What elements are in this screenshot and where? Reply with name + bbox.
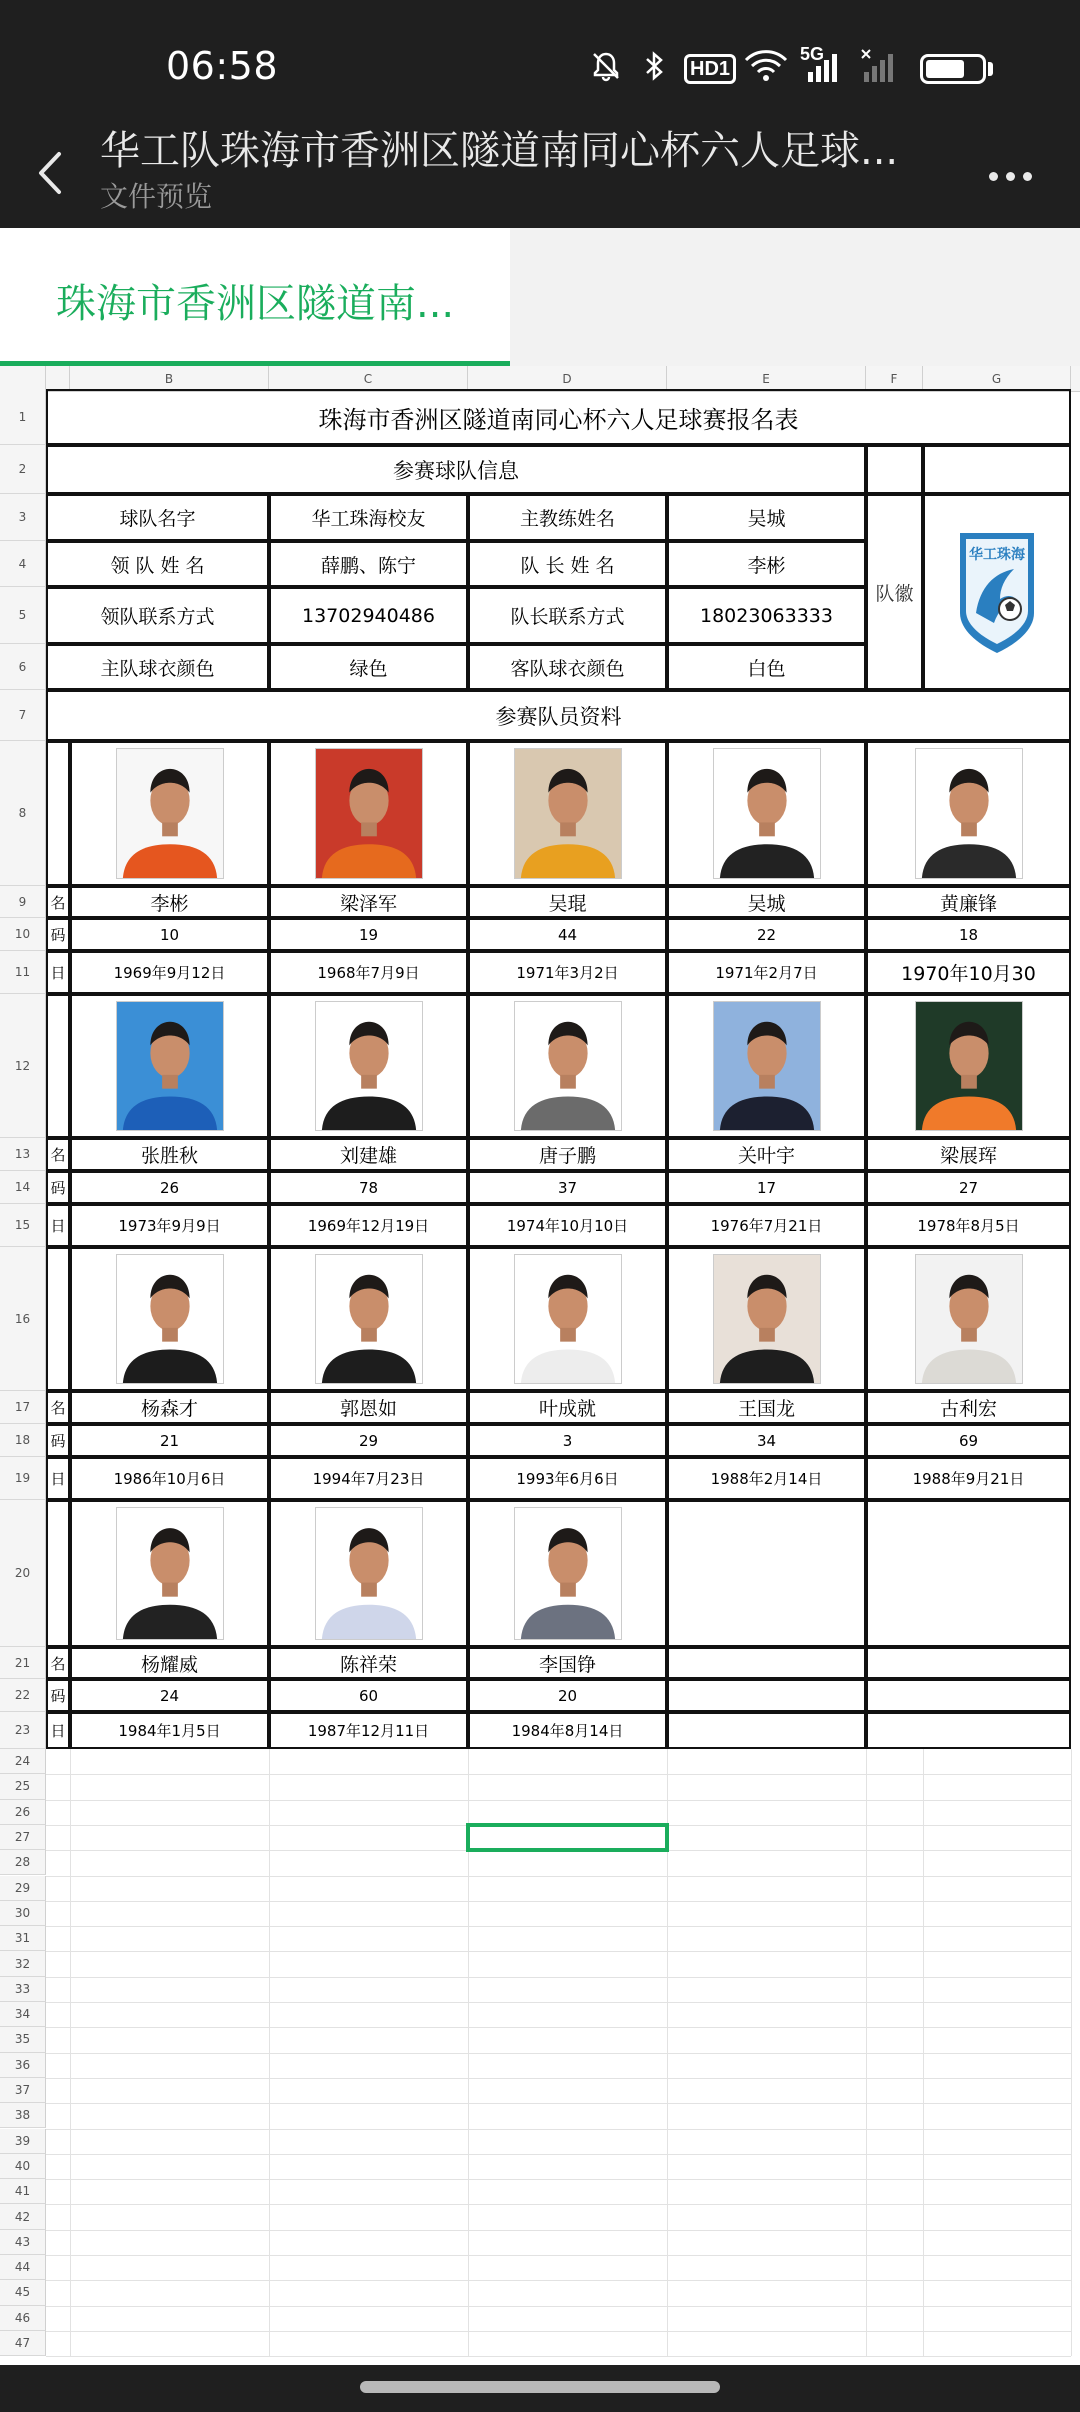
grid-line	[46, 1876, 1071, 1877]
player-birthdate[interactable]: 1988年9月21日	[866, 1457, 1071, 1500]
status-time: 06:58	[166, 44, 279, 88]
player-number[interactable]: 29	[269, 1424, 468, 1457]
birthdate-row-label[interactable]: 日	[46, 1712, 70, 1749]
row-header-39[interactable]: 39	[0, 2129, 46, 2154]
row-header-4[interactable]: 4	[0, 541, 46, 587]
player-portrait	[916, 1255, 1022, 1383]
player-number[interactable]: 20	[468, 1679, 667, 1712]
row-header-26[interactable]: 26	[0, 1800, 46, 1825]
player-photo	[915, 1254, 1023, 1384]
player-name[interactable]: 杨耀威	[70, 1647, 269, 1679]
signal-icon	[806, 48, 846, 84]
grid-column-line	[866, 1749, 867, 2356]
gesture-bar	[0, 2365, 1080, 2412]
grid-column-line	[269, 1749, 270, 2356]
row-header-31[interactable]: 31	[0, 1926, 46, 1951]
sheet-tab-label: 珠海市香洲区隧道南...	[56, 281, 455, 327]
captain-contact-value[interactable]: 18023063333	[667, 587, 866, 644]
name-row-label[interactable]: 名	[46, 1391, 70, 1424]
grid-line	[46, 1800, 1071, 1801]
team-badge-label[interactable]: 队徽	[866, 494, 923, 690]
captain-label[interactable]: 队 长 姓 名	[468, 541, 667, 587]
team-badge-cell[interactable]	[923, 494, 1071, 690]
row-header-41[interactable]: 41	[0, 2179, 46, 2204]
player-portrait	[316, 749, 422, 878]
number-row-label[interactable]: 码	[46, 1424, 70, 1457]
player-photo	[514, 1254, 622, 1384]
player-portrait	[117, 1255, 223, 1383]
name-row-label[interactable]: 名	[46, 1138, 70, 1171]
player-birthdate[interactable]: 1968年7月9日	[269, 951, 468, 994]
player-portrait	[117, 1002, 223, 1130]
player-photo-cell[interactable]	[269, 1247, 468, 1391]
player-number[interactable]: 21	[70, 1424, 269, 1457]
photo-row-label[interactable]	[46, 1500, 70, 1647]
player-number[interactable]: 3	[468, 1424, 667, 1457]
player-name[interactable]: 杨森才	[70, 1391, 269, 1424]
column-header-c[interactable]: C	[269, 366, 468, 392]
team-badge-logo	[952, 527, 1042, 657]
player-photo	[116, 1507, 224, 1640]
hd-voice-icon: HD1	[684, 54, 736, 84]
player-photo-cell[interactable]	[866, 994, 1071, 1138]
column-header-e[interactable]: E	[667, 366, 866, 392]
player-name[interactable]: 吴琨	[468, 886, 667, 918]
player-birthdate[interactable]: 1971年3月2日	[468, 951, 667, 994]
row-header-11[interactable]: 11	[0, 951, 46, 994]
player-portrait	[316, 1002, 422, 1130]
player-name[interactable]: 吴城	[667, 886, 866, 918]
grid-line	[46, 2027, 1071, 2028]
row-header-25[interactable]: 25	[0, 1774, 46, 1799]
photo-row-label[interactable]	[46, 741, 70, 886]
player-photo-cell[interactable]	[70, 994, 269, 1138]
app-bar	[0, 120, 1080, 228]
player-photo-cell[interactable]	[468, 994, 667, 1138]
row-header-29[interactable]: 29	[0, 1876, 46, 1901]
player-photo-cell[interactable]	[866, 1247, 1071, 1391]
row-header-5[interactable]: 5	[0, 587, 46, 644]
row-header-8[interactable]: 8	[0, 741, 46, 886]
player-birthdate[interactable]: 1976年7月21日	[667, 1204, 866, 1247]
grid-line	[46, 2280, 1071, 2281]
number-row-label[interactable]: 码	[46, 1171, 70, 1204]
row-header-45[interactable]: 45	[0, 2280, 46, 2305]
grid-line	[46, 2204, 1071, 2205]
grid-line	[46, 1951, 1071, 1952]
grid-line	[46, 2002, 1071, 2003]
player-photo-cell[interactable]	[667, 994, 866, 1138]
player-birthdate[interactable]: 1978年8月5日	[866, 1204, 1071, 1247]
row-header-38[interactable]: 38	[0, 2103, 46, 2128]
player-portrait	[916, 1002, 1022, 1130]
grid-line	[46, 2078, 1071, 2079]
player-photo	[315, 748, 423, 879]
player-portrait	[515, 1255, 621, 1383]
player-number[interactable]: 27	[866, 1171, 1071, 1204]
player-birthdate[interactable]: 1993年6月6日	[468, 1457, 667, 1500]
player-birthdate[interactable]: 1973年9月9日	[70, 1204, 269, 1247]
photo-row-label[interactable]	[46, 994, 70, 1138]
column-header-f[interactable]: F	[866, 366, 923, 392]
svg-text:华工珠海: 华工珠海	[969, 547, 1025, 563]
row-header-28[interactable]: 28	[0, 1850, 46, 1875]
empty-cell[interactable]	[866, 1712, 1071, 1749]
player-photo	[915, 1001, 1023, 1131]
row-header-2[interactable]: 2	[0, 445, 46, 494]
player-name[interactable]: 叶成就	[468, 1391, 667, 1424]
player-name[interactable]: 梁泽军	[269, 886, 468, 918]
grid-line	[46, 1926, 1071, 1927]
player-number[interactable]: 44	[468, 918, 667, 951]
form-title[interactable]: 珠海市香洲区隧道南同心杯六人足球赛报名表	[46, 389, 1071, 445]
row-header-19[interactable]: 19	[0, 1457, 46, 1500]
player-photo-cell[interactable]	[468, 1500, 667, 1647]
player-photo-cell[interactable]	[667, 1247, 866, 1391]
column-header-b[interactable]: B	[70, 366, 269, 392]
player-number[interactable]: 17	[667, 1171, 866, 1204]
empty-cell[interactable]	[923, 445, 1071, 494]
player-portrait	[714, 1002, 820, 1130]
row-header-46[interactable]: 46	[0, 2306, 46, 2331]
player-portrait	[316, 1255, 422, 1383]
player-name[interactable]: 唐子鹏	[468, 1138, 667, 1171]
player-name[interactable]: 梁展珲	[866, 1138, 1071, 1171]
row-header-18[interactable]: 18	[0, 1424, 46, 1457]
captain-contact-label[interactable]: 队长联系方式	[468, 587, 667, 644]
row-header-9[interactable]: 9	[0, 886, 46, 918]
player-number[interactable]: 69	[866, 1424, 1071, 1457]
grid-line	[46, 2053, 1071, 2054]
row-header-12[interactable]: 12	[0, 994, 46, 1138]
empty-cell[interactable]	[866, 1647, 1071, 1679]
player-photo	[116, 1001, 224, 1131]
player-photo-cell[interactable]	[269, 1500, 468, 1647]
name-row-label[interactable]: 名	[46, 1647, 70, 1679]
grid-line	[46, 2230, 1071, 2231]
row-header-42[interactable]: 42	[0, 2204, 46, 2229]
empty-cell[interactable]	[866, 1679, 1071, 1712]
team-info-section-header[interactable]: 参赛球队信息	[46, 445, 866, 494]
status-bar	[0, 0, 1080, 120]
row-header-10[interactable]: 10	[0, 918, 46, 951]
player-birthdate[interactable]: 1984年1月5日	[70, 1712, 269, 1749]
home-jersey-color-label[interactable]: 主队球衣颜色	[46, 644, 269, 690]
battery-tip	[988, 62, 993, 76]
player-photo-cell[interactable]	[70, 1500, 269, 1647]
player-photo	[315, 1507, 423, 1640]
row-header-33[interactable]: 33	[0, 1977, 46, 2002]
grid-line	[46, 2306, 1071, 2307]
player-name[interactable]: 李彬	[70, 886, 269, 918]
grid-line	[46, 1977, 1071, 1978]
row-header-34[interactable]: 34	[0, 2002, 46, 2027]
row-header-37[interactable]: 37	[0, 2078, 46, 2103]
more-dot	[989, 172, 998, 181]
player-portrait	[714, 1255, 820, 1383]
document-title: 华工队珠海市香洲区隧道南同心杯六人足球...	[100, 128, 899, 174]
row-header-21[interactable]: 21	[0, 1647, 46, 1679]
player-birthdate[interactable]: 1971年2月7日	[667, 951, 866, 994]
row-header-1[interactable]: 1	[0, 389, 46, 445]
row-header-17[interactable]: 17	[0, 1391, 46, 1424]
row-header-40[interactable]: 40	[0, 2154, 46, 2179]
player-name[interactable]: 古利宏	[866, 1391, 1071, 1424]
player-name[interactable]: 李国铮	[468, 1647, 667, 1679]
team-name-value[interactable]: 华工珠海校友	[269, 494, 468, 541]
player-name[interactable]: 关叶宇	[667, 1138, 866, 1171]
grid-line	[46, 2179, 1071, 2180]
player-photo	[116, 748, 224, 879]
leader-contact-label[interactable]: 领队联系方式	[46, 587, 269, 644]
row-header-14[interactable]: 14	[0, 1171, 46, 1204]
row-header-43[interactable]: 43	[0, 2230, 46, 2255]
selected-cell[interactable]	[466, 1823, 669, 1852]
row-header-24[interactable]: 24	[0, 1749, 46, 1774]
player-photo	[713, 748, 821, 879]
player-birthdate[interactable]: 1994年7月23日	[269, 1457, 468, 1500]
player-portrait	[117, 1508, 223, 1639]
player-photo	[116, 1254, 224, 1384]
birthdate-row-label[interactable]: 日	[46, 1204, 70, 1247]
player-photo	[315, 1254, 423, 1384]
player-portrait	[117, 749, 223, 878]
player-number[interactable]: 78	[269, 1171, 468, 1204]
coach-value[interactable]: 吴城	[667, 494, 866, 541]
player-portrait	[515, 1508, 621, 1639]
player-number[interactable]: 26	[70, 1171, 269, 1204]
player-photo	[514, 748, 622, 879]
player-photo-cell[interactable]	[468, 741, 667, 886]
grid-column-line	[70, 1749, 71, 2356]
player-photo-cell[interactable]	[866, 741, 1071, 886]
row-header-36[interactable]: 36	[0, 2053, 46, 2078]
player-photo	[514, 1001, 622, 1131]
player-name[interactable]: 黄廉锋	[866, 886, 1071, 918]
player-photo-cell[interactable]	[866, 1500, 1071, 1647]
player-photo	[915, 748, 1023, 879]
battery-level	[926, 60, 964, 78]
row-header-32[interactable]: 32	[0, 1951, 46, 1976]
home-indicator[interactable]	[360, 2381, 720, 2393]
chevron-left-icon	[35, 150, 65, 196]
row-header-23[interactable]: 23	[0, 1712, 46, 1749]
player-birthdate[interactable]: 1970年10月30	[866, 951, 1071, 994]
empty-cell[interactable]	[667, 1647, 866, 1679]
player-number[interactable]: 10	[70, 918, 269, 951]
document-subtitle: 文件预览	[100, 180, 213, 213]
more-options-button[interactable]	[980, 148, 1040, 204]
player-portrait	[714, 749, 820, 878]
bluetooth-icon	[636, 48, 672, 84]
grid-line	[46, 1901, 1071, 1902]
photo-row-label[interactable]	[46, 1247, 70, 1391]
row-header-16[interactable]: 16	[0, 1247, 46, 1391]
empty-cell[interactable]	[667, 1712, 866, 1749]
player-number[interactable]: 22	[667, 918, 866, 951]
wifi-icon	[744, 48, 788, 84]
row-header-22[interactable]: 22	[0, 1679, 46, 1712]
player-birthdate[interactable]: 1969年12月19日	[269, 1204, 468, 1247]
away-jersey-color-value[interactable]: 白色	[667, 644, 866, 690]
row-header-20[interactable]: 20	[0, 1500, 46, 1647]
mute-icon	[588, 48, 624, 84]
row-header-6[interactable]: 6	[0, 644, 46, 690]
leader-label[interactable]: 领 队 姓 名	[46, 541, 269, 587]
grid-line	[46, 2129, 1071, 2130]
grid-line	[46, 2255, 1071, 2256]
player-birthdate[interactable]: 1974年10月10日	[468, 1204, 667, 1247]
player-number[interactable]: 60	[269, 1679, 468, 1712]
more-dot	[1023, 172, 1032, 181]
grid-line	[46, 2356, 1071, 2357]
player-photo-cell[interactable]	[70, 741, 269, 886]
grid-line	[46, 1774, 1071, 1775]
player-name[interactable]: 刘建雄	[269, 1138, 468, 1171]
player-number[interactable]: 37	[468, 1171, 667, 1204]
sheet-grid[interactable]	[0, 228, 1080, 2365]
grid-column-line	[1071, 1749, 1072, 2356]
grid-line	[46, 2154, 1071, 2155]
spreadsheet-viewer[interactable]	[0, 228, 1080, 2365]
row-header-44[interactable]: 44	[0, 2255, 46, 2280]
network-type-label: 5G	[800, 44, 825, 64]
row-header-3[interactable]: 3	[0, 494, 46, 541]
player-name[interactable]: 郭恩如	[269, 1391, 468, 1424]
battery-icon	[920, 54, 986, 84]
birthdate-row-label[interactable]: 日	[46, 1457, 70, 1500]
player-birthdate[interactable]: 1986年10月6日	[70, 1457, 269, 1500]
grid-line	[46, 2103, 1071, 2104]
player-birthdate[interactable]: 1988年2月14日	[667, 1457, 866, 1500]
empty-cell[interactable]	[667, 1679, 866, 1712]
player-photo-cell[interactable]	[468, 1247, 667, 1391]
player-photo-cell[interactable]	[667, 1500, 866, 1647]
number-row-label[interactable]: 码	[46, 1679, 70, 1712]
player-photo	[514, 1507, 622, 1640]
grid-column-line	[923, 1749, 924, 2356]
player-name[interactable]: 王国龙	[667, 1391, 866, 1424]
row-header-35[interactable]: 35	[0, 2027, 46, 2052]
player-birthdate[interactable]: 1987年12月11日	[269, 1712, 468, 1749]
row-header-15[interactable]: 15	[0, 1204, 46, 1247]
player-birthdate[interactable]: 1969年9月12日	[70, 951, 269, 994]
player-number[interactable]: 19	[269, 918, 468, 951]
player-portrait	[515, 1002, 621, 1130]
player-birthdate[interactable]: 1984年8月14日	[468, 1712, 667, 1749]
row-header-30[interactable]: 30	[0, 1901, 46, 1926]
player-photo	[713, 1254, 821, 1384]
coach-label[interactable]: 主教练姓名	[468, 494, 667, 541]
row-header-27[interactable]: 27	[0, 1825, 46, 1850]
captain-value[interactable]: 李彬	[667, 541, 866, 587]
back-button[interactable]	[22, 138, 78, 208]
player-portrait	[316, 1508, 422, 1639]
player-photo-cell[interactable]	[269, 994, 468, 1138]
player-photo	[315, 1001, 423, 1131]
leader-value[interactable]: 薛鹏、陈宁	[269, 541, 468, 587]
column-header-g[interactable]: G	[923, 366, 1071, 392]
player-photo-cell[interactable]	[70, 1247, 269, 1391]
player-portrait	[916, 749, 1022, 878]
player-photo-cell[interactable]	[667, 741, 866, 886]
name-row-label[interactable]: 名	[46, 886, 70, 918]
birthdate-row-label[interactable]: 日	[46, 951, 70, 994]
row-header-7[interactable]: 7	[0, 690, 46, 741]
player-number[interactable]: 18	[866, 918, 1071, 951]
player-name[interactable]: 张胜秋	[70, 1138, 269, 1171]
leader-contact-value[interactable]: 13702940486	[269, 587, 468, 644]
player-number[interactable]: 34	[667, 1424, 866, 1457]
player-photo-cell[interactable]	[269, 741, 468, 886]
team-name-label[interactable]: 球队名字	[46, 494, 269, 541]
player-photo	[713, 1001, 821, 1131]
player-name[interactable]: 陈祥荣	[269, 1647, 468, 1679]
row-header-13[interactable]: 13	[0, 1138, 46, 1171]
player-number[interactable]: 24	[70, 1679, 269, 1712]
player-portrait	[515, 749, 621, 878]
home-jersey-color-value[interactable]: 绿色	[269, 644, 468, 690]
grid-line	[46, 2331, 1071, 2332]
more-dot	[1006, 172, 1015, 181]
empty-cell[interactable]	[866, 445, 923, 494]
column-header-d[interactable]: D	[468, 366, 667, 392]
row-header-47[interactable]: 47	[0, 2331, 46, 2356]
signal-2-icon	[860, 48, 904, 84]
away-jersey-color-label[interactable]: 客队球衣颜色	[468, 644, 667, 690]
players-section-header[interactable]: 参赛队员资料	[46, 690, 1071, 741]
number-row-label[interactable]: 码	[46, 918, 70, 951]
